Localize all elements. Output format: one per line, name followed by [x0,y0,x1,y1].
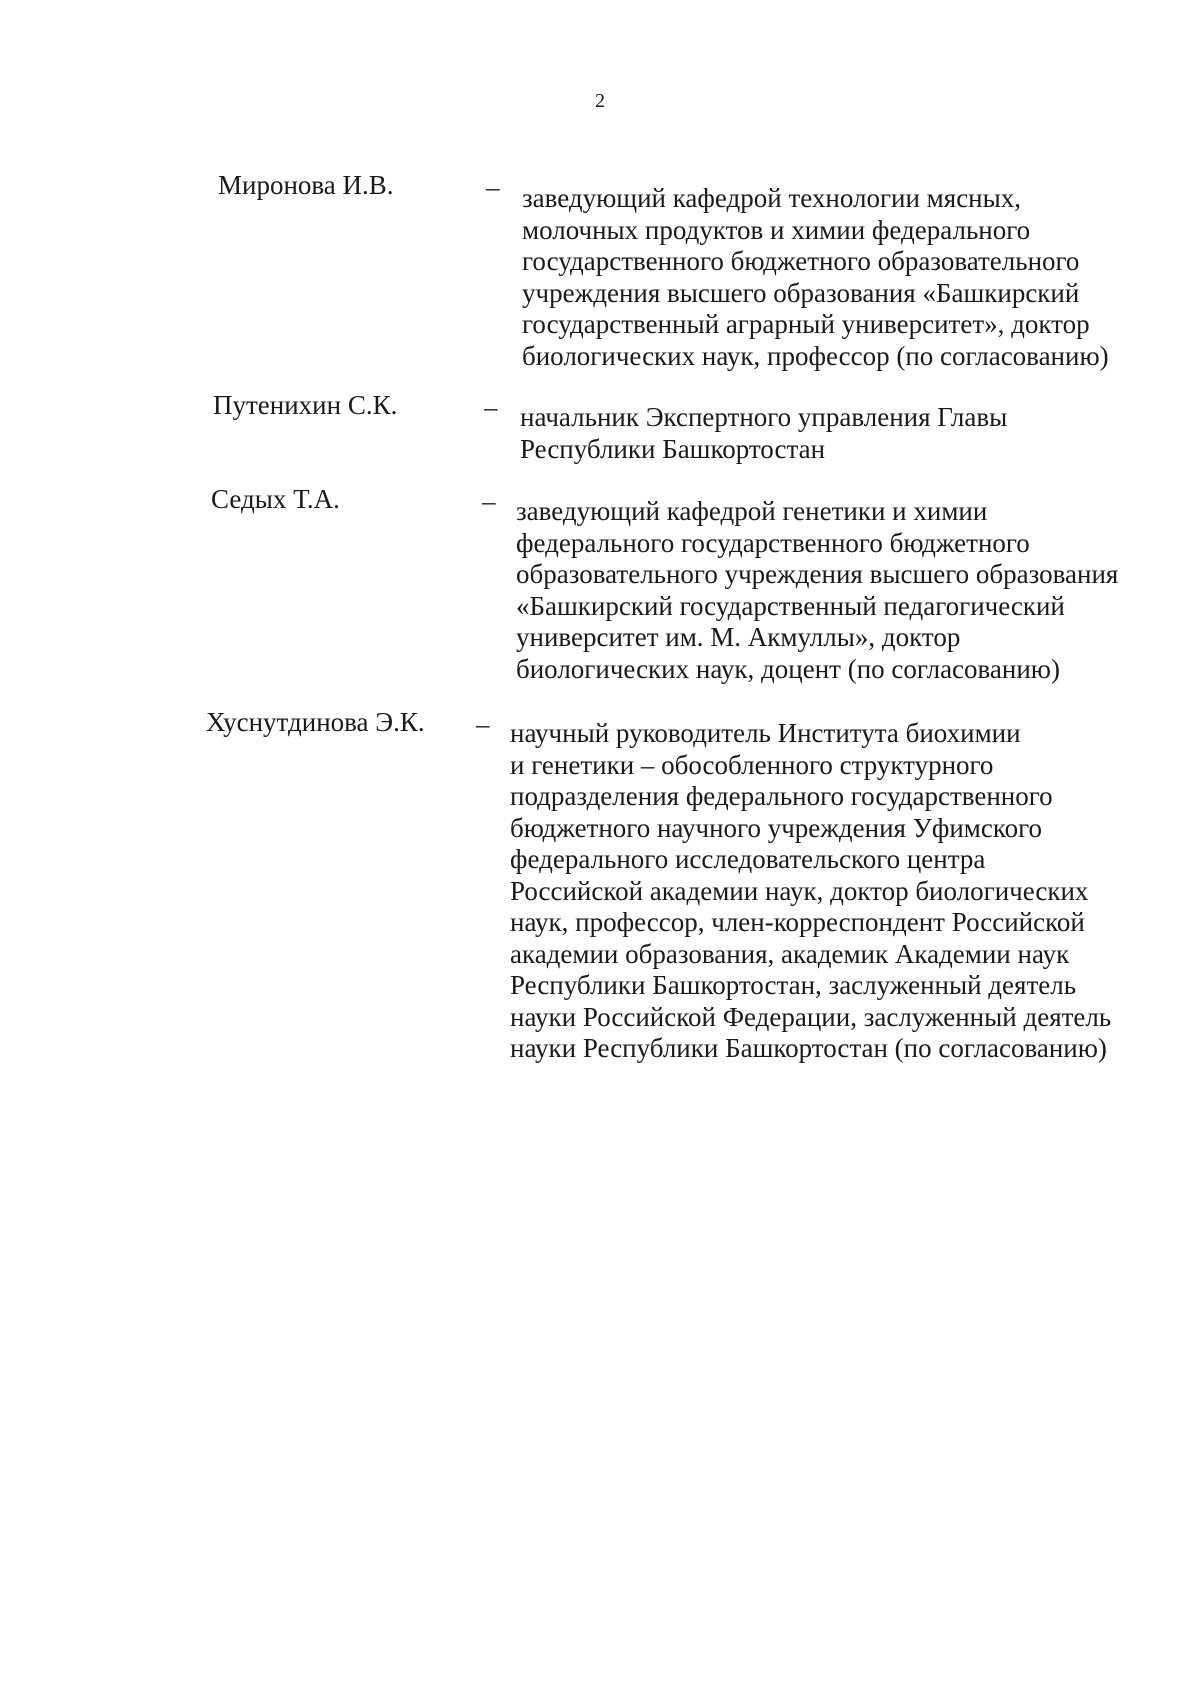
description-line: образовательного учреждения высшего образования [516,559,1119,589]
description-line: бюджетного научного учреждения Уфимского [510,812,1042,843]
member-description [520,402,1007,465]
description-line: науки Российской Федерации, заслуженный деятель [510,1001,1112,1032]
member-description [522,183,1109,372]
separator-dash: – [482,486,496,516]
description-line: и генетики – обособленного структурного [510,749,994,780]
description-line: заведующий кафедрой генетики и химии [516,496,988,526]
member-name: Миронова И.В. [218,170,394,200]
description-line: научный руководитель Института биохимии [510,718,1021,748]
page-number: 2 [595,90,605,112]
description-line: заведующий кафедрой технологии мясных, [522,183,1022,213]
description-line: академии образования, академик Академии наук [510,938,1070,969]
description-line: федерального исследовательского центра [510,844,986,874]
description-line: наук, профессор, член-корреспондент Российской [510,907,1085,937]
description-line: Российской академии наук, доктор биологических [510,875,1089,906]
description-line: молочных продуктов и химии федерального [522,214,1031,245]
description-line: федерального государственного бюджетного [516,527,1030,558]
description-line: учреждения высшего образования «Башкирский [522,277,1080,308]
member-name: Путенихин С.К. [213,390,398,420]
description-line: Республики Башкортостан, заслуженный деятель [510,970,1077,1000]
member-description [510,718,1111,1065]
description-line: начальник Экспертного управления Главы [520,402,1008,432]
description-line: Республики Башкортостан [520,433,826,464]
description-line: подразделения федерального государственного [510,781,1053,811]
member-name: Хуснутдинова Э.К. [206,707,425,737]
separator-dash: – [486,172,500,202]
description-line: университет им. М. Акмуллы», доктор [516,622,961,652]
description-line: государственный аграрный университет», доктор [522,309,1090,339]
member-description [516,496,1118,685]
separator-dash: – [484,392,498,422]
separator-dash: – [476,709,490,739]
member-name: Седых Т.А. [211,484,340,514]
description-line: «Башкирский государственный педагогический [516,590,1065,621]
description-line: государственного бюджетного образовательного [522,246,1080,276]
description-line: биологических наук, профессор (по согласованию) [522,340,1109,371]
description-line: биологических наук, доцент (по согласованию) [516,653,1060,684]
description-line: науки Республики Башкортостан (по согласованию) [510,1033,1107,1063]
